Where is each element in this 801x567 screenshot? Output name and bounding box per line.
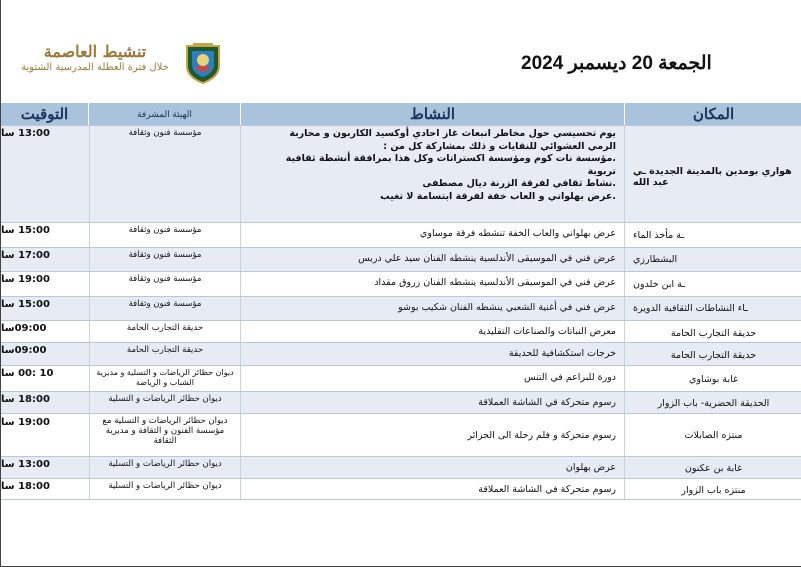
table-row [1,391,801,413]
activity-line: الرمي العشوائي للنفايات و ذلك بمشاركة كل من : [383,140,616,152]
column-header-time: التوقيت [1,103,89,125]
activity-cell: عرض بهلواني والعاب الخفة تنشطه فرقة موساوي [241,223,625,247]
activity-cell: رسوم متحركة في الشاشة العملاقة [241,479,625,499]
activity-cell: عرض بهلوان [241,457,625,478]
brand-block [9,42,181,75]
table-row [1,247,801,271]
time-cell: 17:00 سا [1,248,89,271]
place-cell: حديقة التجارب الحامة [625,343,801,365]
table-row [1,365,801,391]
place-cell: ـاء النشاطات الثقافية الدويرة [625,297,801,320]
schedule-date: الجمعة 20 ديسمبر 2024 [521,53,712,74]
table-row [1,478,801,500]
activity-cell: معرض النباتات والصناعات التقليدية [241,321,625,342]
table-row [1,125,801,222]
time-cell: 09:00سا [1,323,47,334]
table-row [1,413,801,456]
activity-line: يوم تحسيسي حول مخاطر انبعاث غاز احادي أوكسيد الكاربون و محاربة [289,128,616,139]
time-cell: 13:00 سا [1,126,89,222]
activity-cell [241,126,625,222]
organizer-cell: ديوان حظائر الرياضات و التسلية مع مؤسسة الفنون و الثقافة و مديرية الثقافة [89,414,241,456]
organizer-cell: ديوان حظائر الرياضات و التسلية [89,392,241,413]
activity-line: تربوية [587,165,616,177]
activity-cell: عرض فني في الموسيقى الأندلسية ينشطه الفنان زروق مقداد [241,272,625,296]
time-cell: 18:00 سا [1,392,89,413]
activity-line: .عرض بهلواني و العاب خفة لفرقة ابتسامة لا تغيب [380,190,616,202]
activity-cell: رسوم متحركة في الشاشة العملاقة [241,392,625,413]
activity-line: .نشاط ثقافي لفرقة الزرنة ديال مصطفى [422,178,616,189]
organizer-cell: مؤسسة فنون وثقافة [89,297,241,320]
organizer-cell: حديقة التجارب الحامة [89,343,241,365]
organizer-cell: حديقة التجارب الحامة [89,321,241,342]
place-cell: ـة مأخذ الماء [633,230,685,241]
table-row [1,456,801,478]
organizer-cell: ديوان حظائر الرياضات و التسلية [89,479,241,499]
activity-cell: رسوم متحركة و فلم رحلة الى الجزائر [241,414,625,456]
activity-cell: خرجات استكشافية للحديقة [241,343,625,365]
organizer-cell: ديوان حظائر الرياضات و التسلية و مديرية الشباب و الرياضة [89,366,241,391]
table-row [1,320,801,342]
place-cell: غابة بن عكنون [625,457,801,478]
table-row [1,222,801,247]
place-cell: هواري بومدين بالمدينة الجديدة ـي عبد الله [625,126,801,222]
place-cell: منتزه الصابلات [684,430,743,441]
brand-title: تنشيط العاصمة [43,42,147,61]
time-cell: 09:00سا [1,343,89,365]
organizer-cell: مؤسسة فنون وثقافة [89,248,241,271]
time-cell: 13:00 سا [1,457,89,478]
activity-cell: عرض فني في الموسيقى الأندلسية ينشطه الفنان سيد علي دريس [241,248,625,271]
algiers-emblem-icon [184,42,222,84]
time-cell: 19:00 سا [1,274,50,285]
organizer-cell: مؤسسة فنون وثقافة [89,126,241,222]
organizer-cell: مؤسسة فنون وثقافة [89,223,241,247]
table-row [1,296,801,320]
column-header-place: المكان [625,103,801,125]
place-cell: حديقة التجارب الحامة [670,328,757,339]
column-header-activity: النشاط [241,103,625,125]
time-cell: 19:00 سا [1,417,50,428]
activity-line: .مؤسسة نات كوم ومؤسسة اكستراتات وكل هذا بمرافقة أنشطة ثقافية [285,153,616,164]
table-row [1,342,801,365]
time-cell: 18:00 سا [1,481,50,492]
place-cell: البشطارزي [625,248,801,271]
place-cell: ـة ابن خلدون [633,279,685,290]
time-cell: 10 :00 سا [1,368,54,379]
activity-cell: عرض فني في أغنية الشعبي ينشطه الفنان شكيب بوشو [241,297,625,320]
brand-subtitle: خلال فترة العطلة المدرسية الشتوية [21,62,169,73]
place-cell: غابة بوشاوي [688,374,739,385]
organizer-cell: ديوان حظائر الرياضات و التسلية [89,457,241,478]
time-cell: 15:00 سا [1,225,50,236]
place-cell: منتزه باب الزوار [681,485,746,496]
place-cell: الحديقة الحضرية- باب الزوار [625,392,801,413]
time-cell: 15:00 سا [1,297,89,320]
table-row [1,271,801,296]
activity-cell: دورة للبراعم في التنس [241,366,625,391]
organizer-cell: مؤسسة فنون وثقافة [89,272,241,296]
column-header-organizer: الهيئة المشرفة [89,103,241,125]
